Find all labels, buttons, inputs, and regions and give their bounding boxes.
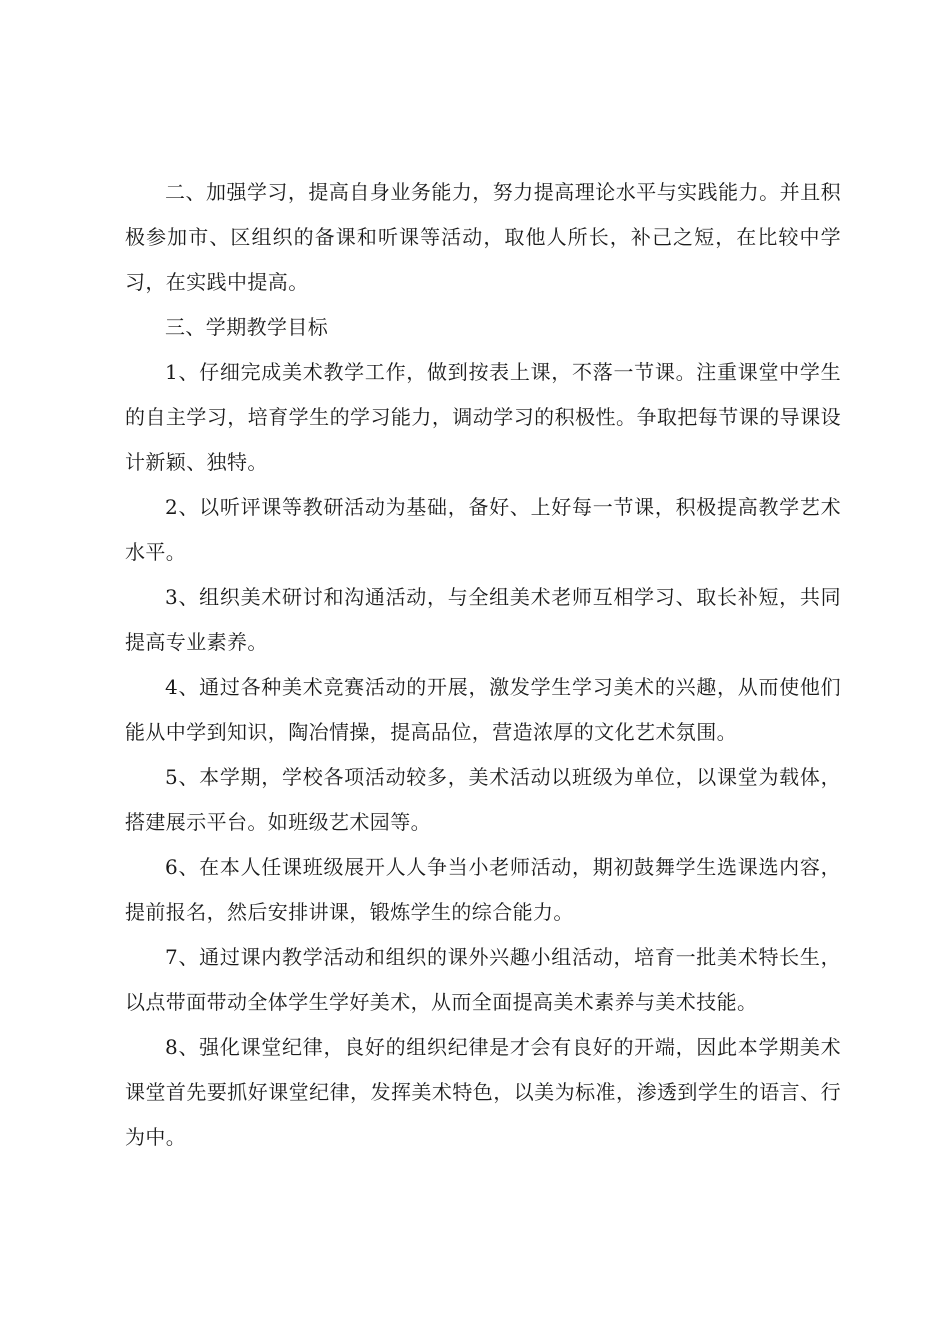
goal-item-5: 5、本学期，学校各项活动较多，美术活动以班级为单位，以课堂为载体，搭建展示平台。如班级艺术园等。: [125, 765, 841, 834]
section-heading-semester-goals: 三、学期教学目标: [165, 315, 329, 339]
goal-item-4: 4、通过各种美术竞赛活动的开展，激发学生学习美术的兴趣，从而使他们能从中学到知识，陶冶情操，提高品位，营造浓厚的文化艺术氛围。: [125, 675, 841, 744]
goal-item-3: 3、组织美术研讨和沟通活动，与全组美术老师互相学习、取长补短，共同提高专业素养。: [125, 585, 841, 654]
goal-item-7: 7、通过课内教学活动和组织的课外兴趣小组活动，培育一批美术特长生，以点带面带动全体学生学好美术，从而全面提高美术素养与美术技能。: [125, 945, 841, 1014]
paragraph-strengthen-learning: 二、加强学习，提高自身业务能力，努力提高理论水平与实践能力。并且积极参加市、区组织的备课和听课等活动，取他人所长，补己之短，在比较中学习，在实践中提高。: [125, 180, 841, 294]
goal-item-6: 6、在本人任课班级展开人人争当小老师活动，期初鼓舞学生选课选内容，提前报名，然后安排讲课，锻炼学生的综合能力。: [125, 855, 841, 924]
goal-item-2: 2、以听评课等教研活动为基础，备好、上好每一节课，积极提高教学艺术水平。: [125, 495, 841, 564]
document-body: [125, 170, 841, 1160]
goal-item-1: 1、仔细完成美术教学工作，做到按表上课，不落一节课。注重课堂中学生的自主学习，培育学生的学习能力，调动学习的积极性。争取把每节课的导课设计新颖、独特。: [125, 360, 841, 474]
goal-item-8: 8、强化课堂纪律，良好的组织纪律是才会有良好的开端，因此本学期美术课堂首先要抓好课堂纪律，发挥美术特色，以美为标准，渗透到学生的语言、行为中。: [125, 1035, 841, 1149]
